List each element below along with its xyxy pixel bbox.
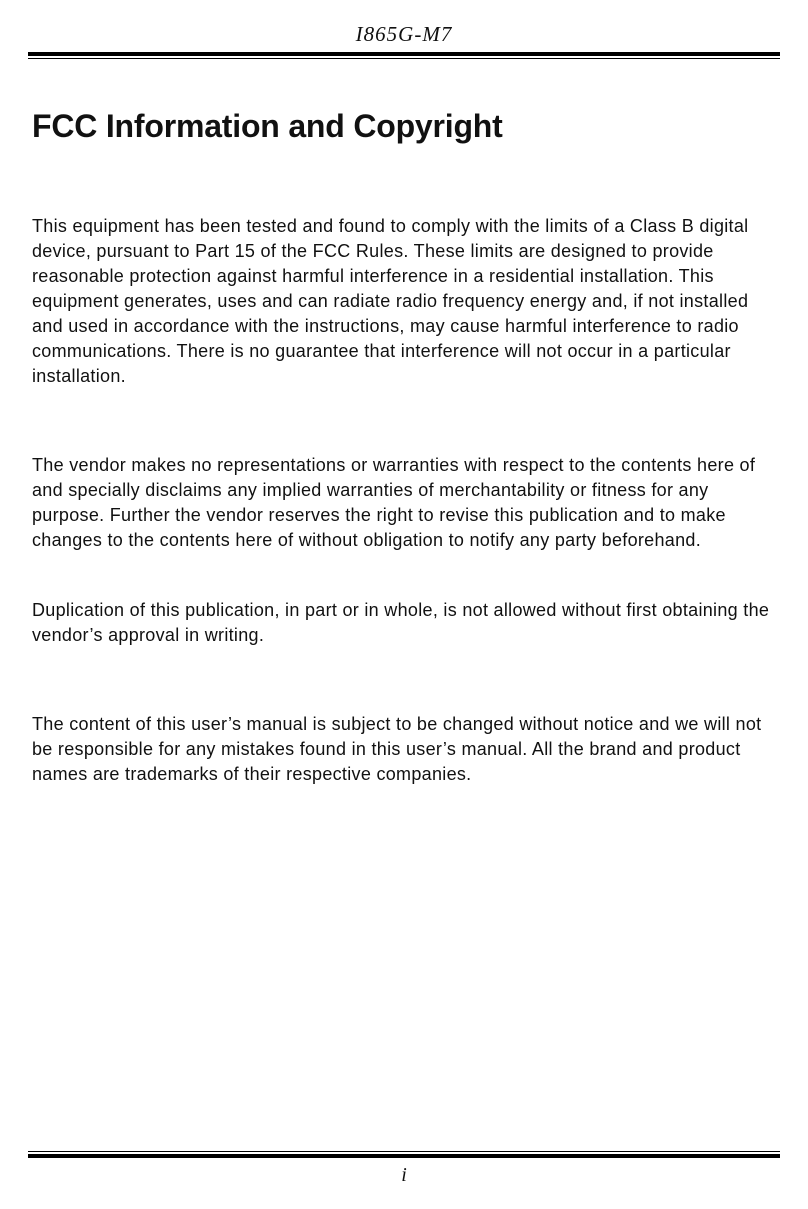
paragraph-duplication-notice: Duplication of this publication, in part or in whole, is not allowed without first obtaining the vendor’s approval in writing. (32, 600, 770, 645)
paragraph-fcc-compliance: This equipment has been tested and found to comply with the limits of a Class B digital device, pursuant to Part 15 of the FCC Rules. These limits are designed to provide reasonable protection against harmful interference in a residential installation. This equipment generates, uses and can radiate radio frequency energy and, if not installed and used in accordance with the instructions, may cause harmful interference to radio communications. There is no guarantee that interference will not occur in a particular installation. (32, 216, 749, 386)
header-rule-thin (28, 58, 780, 59)
footer-rule-thick (28, 1154, 780, 1158)
paragraph-trademarks-notice: The content of this user’s manual is subject to be changed without notice and we will not be responsible for any mistakes found in this user’s manual. All the brand and product names are trademarks of their respective companies. (32, 714, 762, 784)
running-header-model: I865G-M7 (355, 22, 453, 46)
paragraph-warranty-disclaimer: The vendor makes no representations or warranties with respect to the contents here of and specially disclaims any implied warranties of merchantability or fitness for any purpose. Further the vendor reserves the right to revise this publication and to make changes to the contents here of without obligation to notify any party beforehand. (32, 455, 756, 550)
footer-rule-thin (28, 1151, 780, 1152)
page-title: FCC Information and Copyright (32, 108, 503, 144)
page-number: i (401, 1164, 407, 1186)
header-rule-thick (28, 52, 780, 56)
